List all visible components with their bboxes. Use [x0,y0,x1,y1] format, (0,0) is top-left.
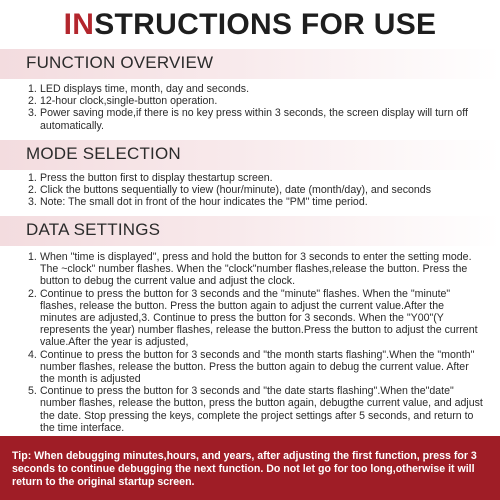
item-text: Click the buttons sequentially to view (hour/minute), date (month/day), and seconds [40,184,431,197]
list-item [28,184,488,196]
function-overview-header [0,49,500,79]
list-item [28,83,483,95]
item-number: 1. [28,251,37,263]
mode-selection-list [28,172,488,209]
item-number: 3. [28,196,37,209]
item-text: Continue to press the button for 3 seconds and "the date starts flashing".When the"date" number flashes, release the button, press the button again, debugthe current value, and adjust the date. Stop pressing the keys, complete the project settings after 5 seconds, and return to the time interface. [40,385,483,434]
item-text: Power saving mode,if there is no key press within 3 seconds, the screen display will turn off automatically. [40,107,468,132]
item-number: 1. [28,83,37,95]
list-item [28,196,488,208]
item-number: 5. [28,385,37,398]
item-text: LED displays time, month, day and seconds. [40,83,250,95]
mode-selection-header [0,140,500,170]
item-text: 12-hour clock,single-button operation. [40,95,218,108]
item-number: 2. [28,184,37,197]
tip-banner [0,436,500,500]
item-number: 3. [28,107,37,120]
list-item [28,172,488,184]
item-text: Press the button first to display thestartup screen. [40,172,273,184]
tip-text: Tip: When debugging minutes,hours, and years, after adjusting the first function, press for 3 seconds to continue debugging the next function. Do not let go for too long,otherwise it will return to the original startup screen. [12,450,477,488]
function-overview-list [28,83,483,132]
function-overview-heading: FUNCTION OVERVIEW [26,53,214,72]
title-rest: STRUCTIONS FOR USE [94,8,437,41]
item-number: 2. [28,95,37,108]
item-text: When "time is displayed", press and hold the button for 3 seconds to enter the setting mode. The ~clock" number flashes. When the "clock"number flashes,release the button. Press the button to debug the current value and adjust the clock. [40,251,472,288]
title-accent: IN [63,8,95,41]
list-item [28,107,483,131]
item-text: Note: The small dot in front of the hour indicates the "PM" time period. [40,196,368,209]
item-number: 4. [28,348,37,361]
data-settings-heading: DATA SETTINGS [26,220,161,239]
item-text: Continue to press the button for 3 seconds and the "minute" flashes. When the "minute" flashes, release the button. Press the button again to adjust the current value.After the minutes are adjusted,3. Continue to press the button for 3 seconds. When the "Y00"(Y represents the year) number flashes, release the button.Press the button to adjust the current value.After the year is adjusted, [40,287,478,349]
item-number: 1. [28,172,37,184]
list-item [28,349,483,386]
item-text: Continue to press the button for 3 seconds and "the month starts flashing".When the "month" number flashes, release the button. Press the button again to debug the current value. After the month is adjusted [40,348,475,386]
list-item [28,95,483,107]
data-settings-header [0,216,500,246]
list-item [28,288,483,349]
list-item [28,385,483,434]
list-item [28,251,483,288]
data-settings-list [28,251,483,434]
page-title [0,8,500,42]
item-number: 2. [28,287,37,300]
mode-selection-heading: MODE SELECTION [26,144,181,163]
